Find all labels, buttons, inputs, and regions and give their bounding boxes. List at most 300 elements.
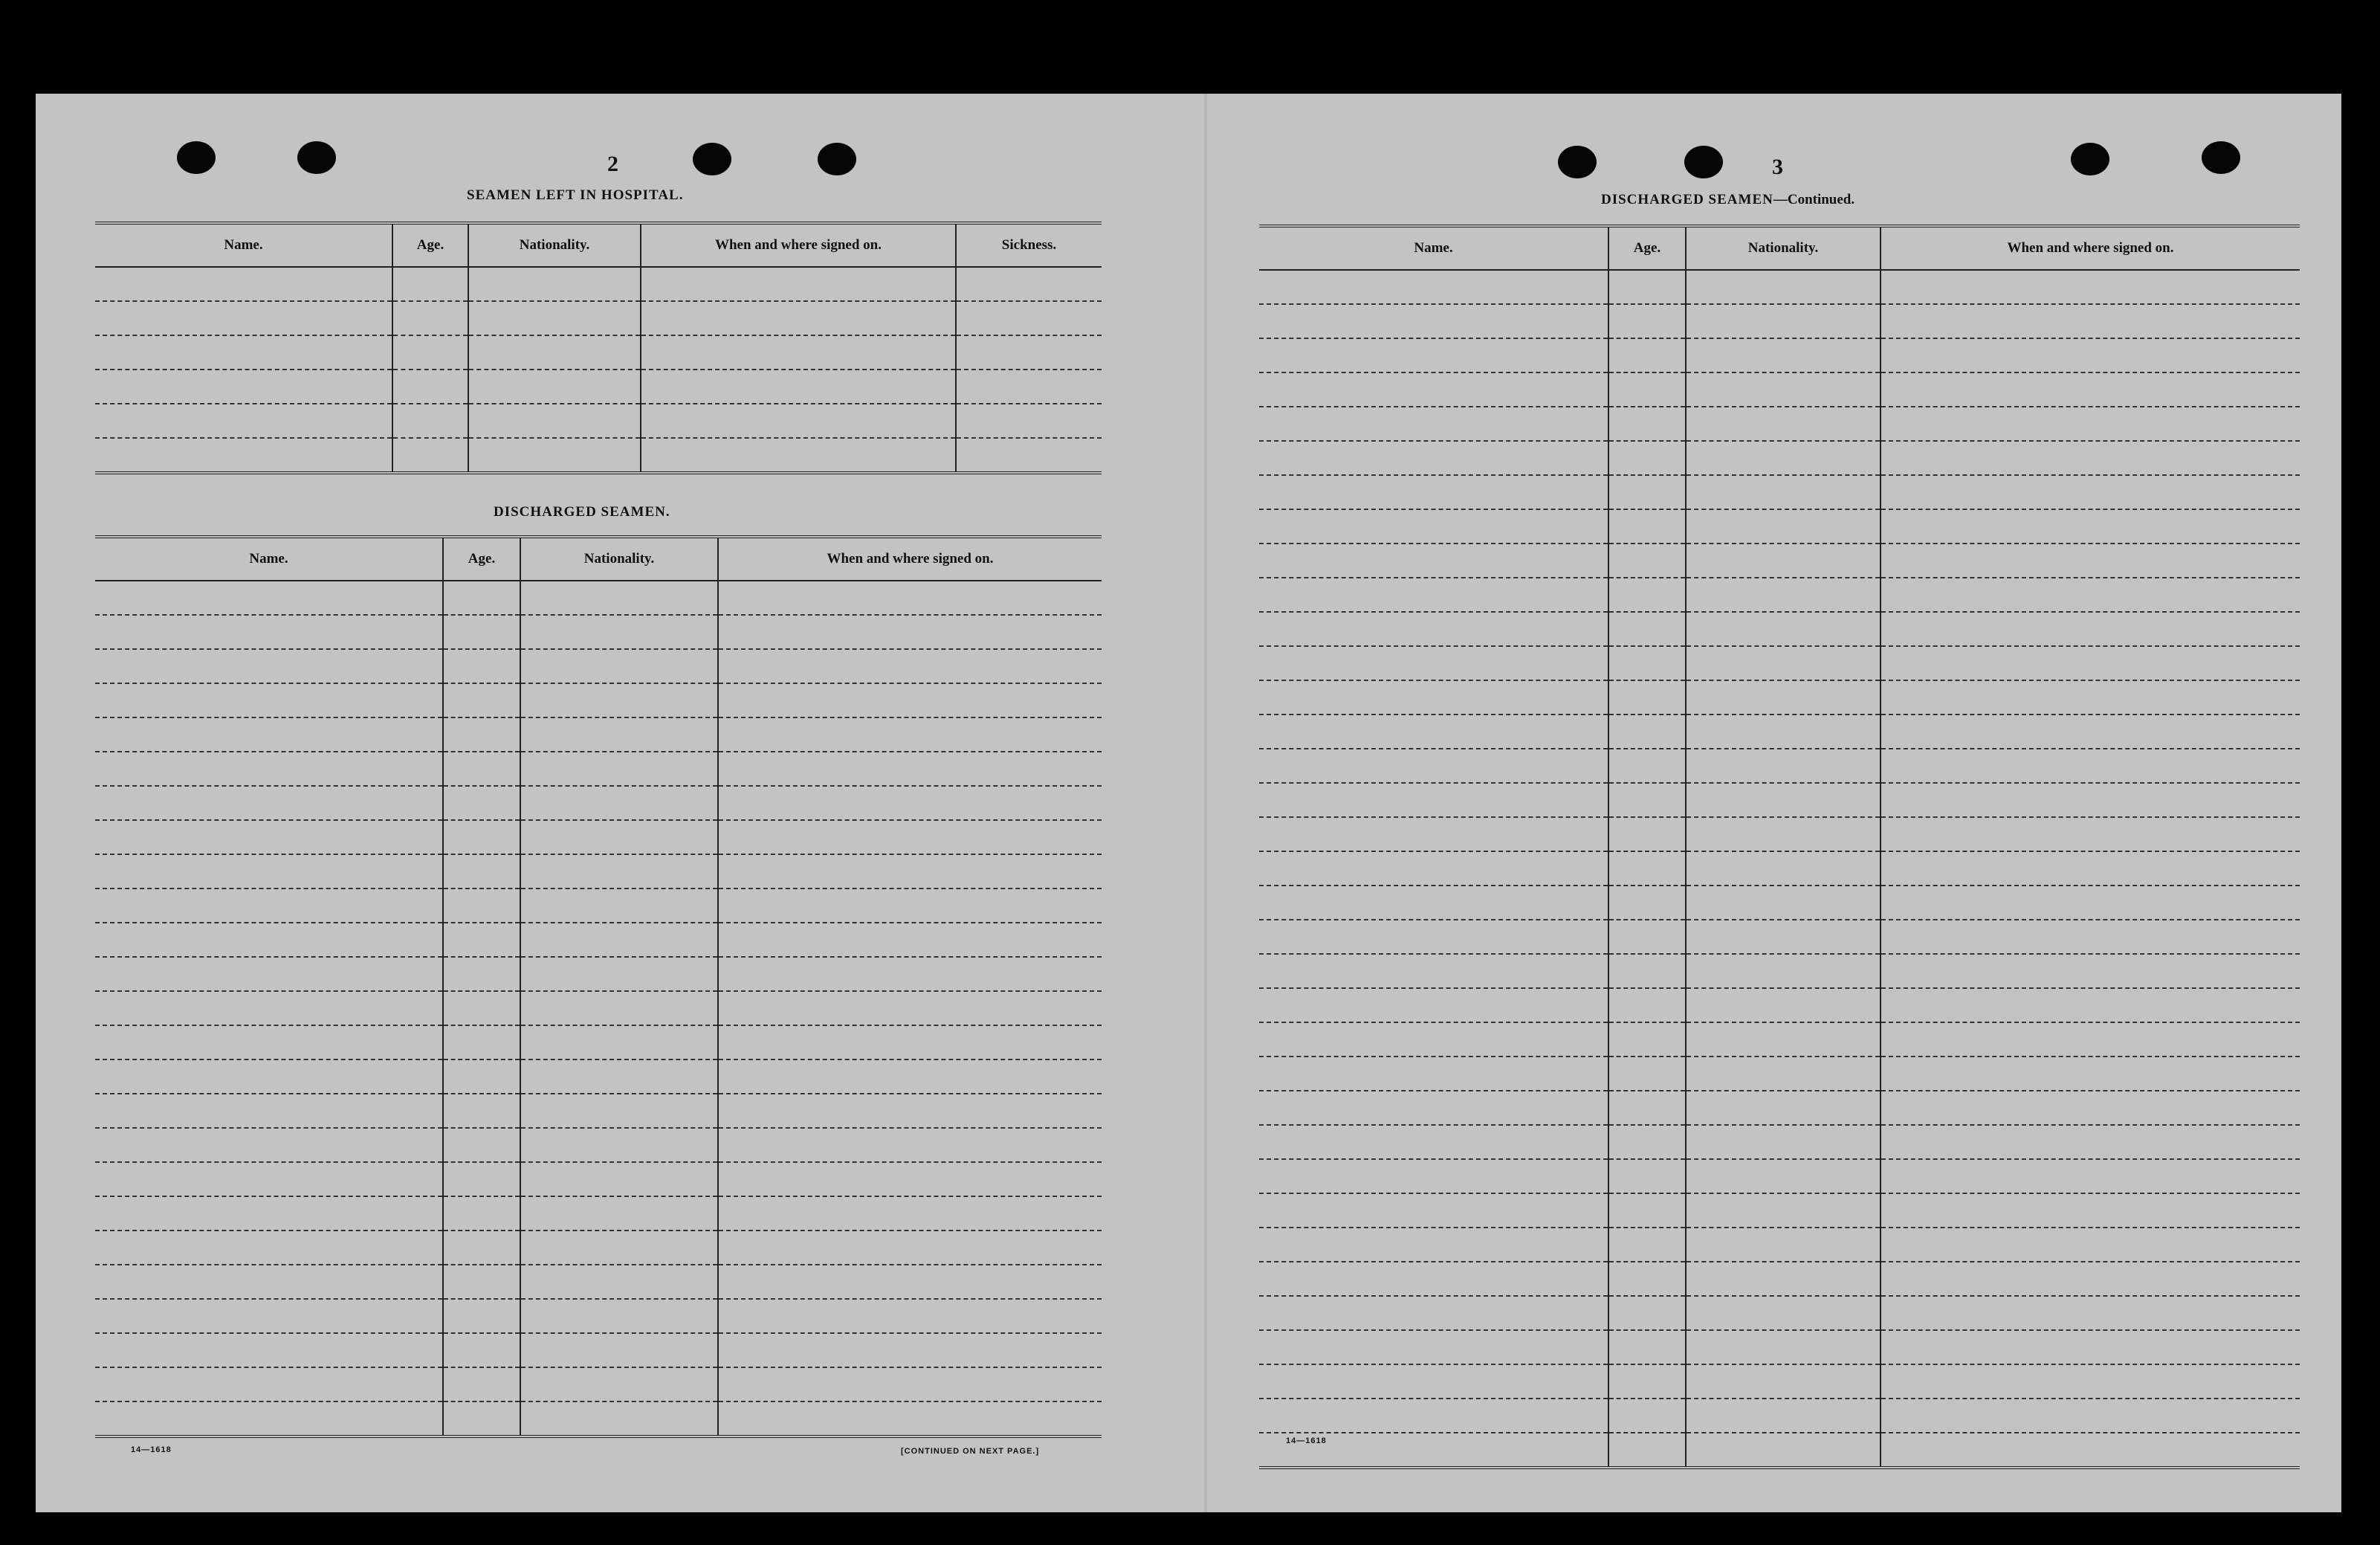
discharged-continued-title-main: DISCHARGED SEAMEN (1601, 192, 1773, 207)
continued-blank-cell (1608, 1399, 1686, 1433)
continued-row (1259, 372, 2300, 407)
discharged-row (95, 1059, 1102, 1094)
continued-blank-cell (1608, 1262, 1686, 1296)
discharged-row (95, 1196, 1102, 1230)
continued-blank-cell (1608, 1091, 1686, 1125)
punch-hole (2202, 141, 2240, 174)
continued-row (1259, 886, 2300, 920)
discharged-blank-cell (95, 1059, 443, 1094)
discharged-blank-cell (520, 1128, 718, 1162)
continued-blank-cell (1259, 1193, 1608, 1228)
discharged-blank-cell (443, 752, 520, 786)
continued-row (1259, 749, 2300, 783)
continued-blank-cell (1881, 646, 2300, 680)
discharged-blank-cell (95, 683, 443, 717)
continued-blank-cell (1259, 270, 1608, 304)
hospital-column-header: When and where signed on. (641, 223, 956, 267)
continued-blank-cell (1881, 1091, 2300, 1125)
continued-blank-cell (1881, 509, 2300, 544)
discharged-row (95, 752, 1102, 786)
continued-row (1259, 1159, 2300, 1193)
hospital-blank-cell (641, 404, 956, 438)
continued-blank-cell (1259, 1296, 1608, 1330)
continued-blank-cell (1259, 749, 1608, 783)
discharged-blank-cell (520, 1402, 718, 1436)
continued-blank-cell (1608, 954, 1686, 988)
continued-blank-cell (1259, 1057, 1608, 1091)
continued-blank-cell (1259, 680, 1608, 715)
continued-blank-cell (1259, 1125, 1608, 1159)
continued-blank-cell (1881, 372, 2300, 407)
discharged-blank-cell (95, 1299, 443, 1333)
continued-blank-cell (1881, 1125, 2300, 1159)
discharged-blank-cell (520, 991, 718, 1025)
hospital-blank-cell (468, 335, 641, 370)
hospital-blank-cell (95, 267, 392, 301)
continued-row (1259, 1193, 2300, 1228)
discharged-blank-cell (520, 1299, 718, 1333)
discharged-blank-cell (95, 820, 443, 854)
punch-hole (177, 141, 216, 174)
discharged-blank-cell (520, 923, 718, 957)
continued-blank-cell (1259, 920, 1608, 954)
discharged-blank-cell (520, 820, 718, 854)
discharged-blank-cell (718, 1299, 1102, 1333)
discharged-blank-cell (443, 991, 520, 1025)
continued-blank-cell (1608, 1364, 1686, 1399)
continued-row (1259, 988, 2300, 1022)
discharged-row (95, 1128, 1102, 1162)
discharged-blank-cell (718, 717, 1102, 752)
hospital-blank-cell (392, 370, 468, 404)
discharged-blank-cell (718, 786, 1102, 820)
discharged-blank-cell (718, 1094, 1102, 1128)
continued-row (1259, 680, 2300, 715)
continued-blank-cell (1686, 988, 1881, 1022)
discharged-blank-cell (718, 1230, 1102, 1265)
discharged-blank-cell (718, 1265, 1102, 1299)
discharged-row (95, 1299, 1102, 1333)
discharged-blank-cell (520, 957, 718, 991)
discharged-blank-cell (95, 786, 443, 820)
continued-blank-cell (1686, 1193, 1881, 1228)
discharged-blank-cell (95, 615, 443, 649)
discharged-column-header: When and where signed on. (718, 537, 1102, 581)
discharged-blank-cell (520, 786, 718, 820)
discharged-blank-cell (95, 1196, 443, 1230)
discharged-table (95, 535, 1102, 1438)
continued-blank-cell (1608, 817, 1686, 851)
hospital-column-header: Name. (95, 223, 392, 267)
discharged-row (95, 1230, 1102, 1265)
continued-blank-cell (1686, 1022, 1881, 1057)
continued-blank-cell (1608, 646, 1686, 680)
continued-blank-cell (1686, 1330, 1881, 1364)
discharged-row (95, 1402, 1102, 1436)
continued-blank-cell (1608, 851, 1686, 886)
discharged-blank-cell (443, 888, 520, 923)
continued-row (1259, 304, 2300, 338)
continued-blank-cell (1881, 1364, 2300, 1399)
discharged-blank-cell (520, 717, 718, 752)
continued-blank-cell (1881, 1057, 2300, 1091)
punch-hole (1558, 146, 1597, 178)
continued-row (1259, 1364, 2300, 1399)
hospital-row (95, 301, 1102, 335)
discharged-blank-cell (95, 1128, 443, 1162)
discharged-blank-cell (443, 717, 520, 752)
continued-blank-cell (1608, 1330, 1686, 1364)
continued-blank-cell (1259, 1364, 1608, 1399)
discharged-continued-title (1601, 192, 1854, 208)
discharged-blank-cell (718, 1128, 1102, 1162)
continued-blank-cell (1686, 1057, 1881, 1091)
continued-blank-cell (1686, 1228, 1881, 1262)
discharged-blank-cell (443, 683, 520, 717)
hospital-row (95, 267, 1102, 301)
continued-blank-cell (1608, 783, 1686, 817)
continued-blank-cell (1608, 988, 1686, 1022)
continued-blank-cell (1259, 304, 1608, 338)
discharged-blank-cell (718, 888, 1102, 923)
hospital-column-header: Age. (392, 223, 468, 267)
discharged-row (95, 1333, 1102, 1367)
discharged-blank-cell (443, 1299, 520, 1333)
discharged-blank-cell (95, 854, 443, 888)
discharged-blank-cell (520, 854, 718, 888)
discharged-blank-cell (95, 923, 443, 957)
continued-blank-cell (1881, 475, 2300, 509)
continued-column-header: Nationality. (1686, 226, 1881, 270)
continued-blank-cell (1259, 407, 1608, 441)
continued-blank-cell (1881, 749, 2300, 783)
continued-row (1259, 1330, 2300, 1364)
continued-blank-cell (1686, 1433, 1881, 1468)
discharged-row (95, 581, 1102, 615)
continued-row (1259, 817, 2300, 851)
continued-blank-cell (1686, 612, 1881, 646)
continued-blank-cell (1881, 988, 2300, 1022)
continued-blank-cell (1608, 749, 1686, 783)
continued-blank-cell (1881, 544, 2300, 578)
continued-blank-cell (1259, 475, 1608, 509)
discharged-blank-cell (443, 1094, 520, 1128)
discharged-row (95, 649, 1102, 683)
discharged-column-header: Nationality. (520, 537, 718, 581)
hospital-blank-cell (392, 404, 468, 438)
discharged-blank-cell (520, 1333, 718, 1367)
continued-blank-cell (1608, 304, 1686, 338)
discharged-blank-cell (718, 1025, 1102, 1059)
continued-blank-cell (1881, 304, 2300, 338)
continued-blank-cell (1686, 304, 1881, 338)
continued-row (1259, 954, 2300, 988)
punch-hole (1684, 146, 1723, 178)
discharged-blank-cell (718, 752, 1102, 786)
hospital-blank-cell (95, 370, 392, 404)
discharged-row (95, 683, 1102, 717)
discharged-blank-cell (520, 888, 718, 923)
continued-blank-cell (1608, 1022, 1686, 1057)
continued-blank-cell (1686, 544, 1881, 578)
discharged-row (95, 786, 1102, 820)
discharged-blank-cell (443, 1162, 520, 1196)
discharged-blank-cell (95, 752, 443, 786)
discharged-blank-cell (95, 1094, 443, 1128)
continued-blank-cell (1881, 338, 2300, 372)
continued-blank-cell (1259, 886, 1608, 920)
discharged-blank-cell (95, 957, 443, 991)
discharged-blank-cell (95, 888, 443, 923)
continued-blank-cell (1881, 783, 2300, 817)
continued-blank-cell (1686, 270, 1881, 304)
continued-blank-cell (1259, 851, 1608, 886)
continued-blank-cell (1608, 886, 1686, 920)
form-sheet (36, 94, 2341, 1512)
hospital-blank-cell (392, 267, 468, 301)
hospital-blank-cell (641, 335, 956, 370)
continued-blank-cell (1608, 475, 1686, 509)
hospital-blank-cell (956, 301, 1102, 335)
hospital-blank-cell (956, 267, 1102, 301)
continued-blank-cell (1881, 886, 2300, 920)
discharged-row (95, 957, 1102, 991)
discharged-blank-cell (443, 1059, 520, 1094)
discharged-blank-cell (718, 957, 1102, 991)
continued-blank-cell (1686, 1125, 1881, 1159)
continued-row (1259, 441, 2300, 475)
continued-blank-cell (1259, 988, 1608, 1022)
discharged-blank-cell (718, 615, 1102, 649)
discharged-blank-cell (520, 1162, 718, 1196)
discharged-blank-cell (520, 1025, 718, 1059)
continued-blank-cell (1686, 680, 1881, 715)
punch-hole (297, 141, 336, 174)
continued-row (1259, 578, 2300, 612)
continued-blank-cell (1259, 783, 1608, 817)
continued-row (1259, 509, 2300, 544)
discharged-blank-cell (443, 1230, 520, 1265)
discharged-row (95, 717, 1102, 752)
hospital-blank-cell (95, 404, 392, 438)
continued-blank-cell (1608, 509, 1686, 544)
continued-blank-cell (1608, 1228, 1686, 1262)
hospital-blank-cell (392, 335, 468, 370)
continued-row (1259, 270, 2300, 304)
continued-row (1259, 612, 2300, 646)
discharged-blank-cell (95, 1333, 443, 1367)
continued-suffix: —Continued. (1773, 192, 1855, 207)
page-fold (1204, 94, 1207, 1512)
discharged-blank-cell (718, 1059, 1102, 1094)
discharged-blank-cell (443, 1265, 520, 1299)
punch-hole (2071, 143, 2109, 175)
discharged-blank-cell (718, 820, 1102, 854)
continued-blank-cell (1608, 578, 1686, 612)
continued-blank-cell (1259, 1159, 1608, 1193)
hospital-column-header: Sickness. (956, 223, 1102, 267)
discharged-blank-cell (718, 991, 1102, 1025)
discharged-row (95, 923, 1102, 957)
hospital-blank-cell (392, 301, 468, 335)
continued-blank-cell (1881, 1262, 2300, 1296)
continued-blank-cell (1881, 817, 2300, 851)
continued-blank-cell (1686, 1262, 1881, 1296)
continued-blank-cell (1259, 1091, 1608, 1125)
discharged-blank-cell (520, 1196, 718, 1230)
discharged-column-header: Name. (95, 537, 443, 581)
continued-blank-cell (1259, 817, 1608, 851)
continued-blank-cell (1686, 715, 1881, 749)
continued-blank-cell (1608, 715, 1686, 749)
continued-blank-cell (1686, 441, 1881, 475)
continued-blank-cell (1686, 1159, 1881, 1193)
continued-blank-cell (1608, 1125, 1686, 1159)
continued-blank-cell (1881, 1228, 2300, 1262)
discharged-row (95, 1367, 1102, 1402)
discharged-blank-cell (520, 615, 718, 649)
continued-column-header: When and where signed on. (1881, 226, 2300, 270)
discharged-blank-cell (443, 1367, 520, 1402)
continued-row (1259, 1399, 2300, 1433)
discharged-row (95, 1025, 1102, 1059)
continued-blank-cell (1608, 920, 1686, 954)
continued-blank-cell (1259, 509, 1608, 544)
discharged-blank-cell (443, 1196, 520, 1230)
continued-blank-cell (1686, 851, 1881, 886)
page-number-right: 3 (1772, 155, 1783, 179)
hospital-row (95, 370, 1102, 404)
continued-blank-cell (1259, 578, 1608, 612)
continued-blank-cell (1608, 1057, 1686, 1091)
continued-column-header: Name. (1259, 226, 1608, 270)
discharged-blank-cell (443, 786, 520, 820)
discharged-blank-cell (95, 1230, 443, 1265)
continued-column-header: Age. (1608, 226, 1686, 270)
discharged-row (95, 1265, 1102, 1299)
continued-blank-cell (1881, 715, 2300, 749)
hospital-row (95, 404, 1102, 438)
discharged-blank-cell (95, 1162, 443, 1196)
continued-blank-cell (1608, 1193, 1686, 1228)
continued-blank-cell (1686, 1091, 1881, 1125)
continued-row (1259, 407, 2300, 441)
discharged-row (95, 888, 1102, 923)
discharged-blank-cell (718, 581, 1102, 615)
discharged-blank-cell (520, 1265, 718, 1299)
continued-note: [CONTINUED ON NEXT PAGE.] (901, 1447, 1040, 1456)
discharged-blank-cell (718, 1196, 1102, 1230)
continued-blank-cell (1608, 338, 1686, 372)
discharged-blank-cell (520, 1230, 718, 1265)
continued-blank-cell (1608, 544, 1686, 578)
hospital-blank-cell (468, 404, 641, 438)
continued-row (1259, 783, 2300, 817)
continued-row (1259, 1262, 2300, 1296)
continued-blank-cell (1259, 338, 1608, 372)
discharged-blank-cell (443, 615, 520, 649)
discharged-blank-cell (95, 1402, 443, 1436)
punch-hole (818, 143, 856, 175)
continued-blank-cell (1881, 270, 2300, 304)
discharged-row (95, 854, 1102, 888)
hospital-row (95, 335, 1102, 370)
continued-blank-cell (1881, 851, 2300, 886)
page-number-left: 2 (607, 152, 618, 176)
continued-blank-cell (1608, 1433, 1686, 1468)
continued-row (1259, 715, 2300, 749)
continued-blank-cell (1686, 372, 1881, 407)
discharged-blank-cell (718, 649, 1102, 683)
discharged-blank-cell (718, 1333, 1102, 1367)
continued-blank-cell (1881, 1193, 2300, 1228)
discharged-blank-cell (520, 683, 718, 717)
continued-blank-cell (1259, 1399, 1608, 1433)
continued-blank-cell (1686, 817, 1881, 851)
hospital-section-title: SEAMEN LEFT IN HOSPITAL. (467, 187, 684, 203)
continued-blank-cell (1608, 407, 1686, 441)
continued-blank-cell (1881, 441, 2300, 475)
discharged-blank-cell (443, 649, 520, 683)
discharged-blank-cell (520, 752, 718, 786)
continued-row (1259, 646, 2300, 680)
continued-blank-cell (1259, 441, 1608, 475)
discharged-blank-cell (520, 1059, 718, 1094)
discharged-blank-cell (520, 581, 718, 615)
continued-blank-cell (1259, 1228, 1608, 1262)
continued-blank-cell (1686, 954, 1881, 988)
discharged-column-header: Age. (443, 537, 520, 581)
continued-blank-cell (1259, 612, 1608, 646)
continued-blank-cell (1881, 612, 2300, 646)
discharged-blank-cell (443, 1128, 520, 1162)
continued-blank-cell (1881, 1433, 2300, 1468)
continued-blank-cell (1881, 407, 2300, 441)
continued-blank-cell (1259, 1022, 1608, 1057)
continued-row (1259, 475, 2300, 509)
continued-blank-cell (1881, 1022, 2300, 1057)
continued-blank-cell (1686, 407, 1881, 441)
hospital-blank-cell (641, 267, 956, 301)
continued-blank-cell (1686, 338, 1881, 372)
continued-row (1259, 1022, 2300, 1057)
continued-blank-cell (1259, 954, 1608, 988)
continued-blank-cell (1881, 1159, 2300, 1193)
continued-blank-cell (1259, 544, 1608, 578)
hospital-blank-cell (641, 438, 956, 473)
hospital-blank-cell (95, 438, 392, 473)
continued-blank-cell (1686, 886, 1881, 920)
continued-row (1259, 1091, 2300, 1125)
continued-blank-cell (1608, 441, 1686, 475)
discharged-blank-cell (520, 649, 718, 683)
continued-blank-cell (1608, 1159, 1686, 1193)
continued-row (1259, 544, 2300, 578)
discharged-blank-cell (718, 854, 1102, 888)
continued-blank-cell (1686, 475, 1881, 509)
hospital-blank-cell (468, 301, 641, 335)
discharged-blank-cell (95, 1265, 443, 1299)
continued-blank-cell (1686, 578, 1881, 612)
continued-blank-cell (1686, 1399, 1881, 1433)
continued-blank-cell (1259, 715, 1608, 749)
hospital-blank-cell (468, 438, 641, 473)
continued-blank-cell (1881, 578, 2300, 612)
hospital-column-header: Nationality. (468, 223, 641, 267)
form-code-left: 14—1618 (131, 1445, 172, 1454)
hospital-blank-cell (95, 301, 392, 335)
hospital-blank-cell (641, 301, 956, 335)
